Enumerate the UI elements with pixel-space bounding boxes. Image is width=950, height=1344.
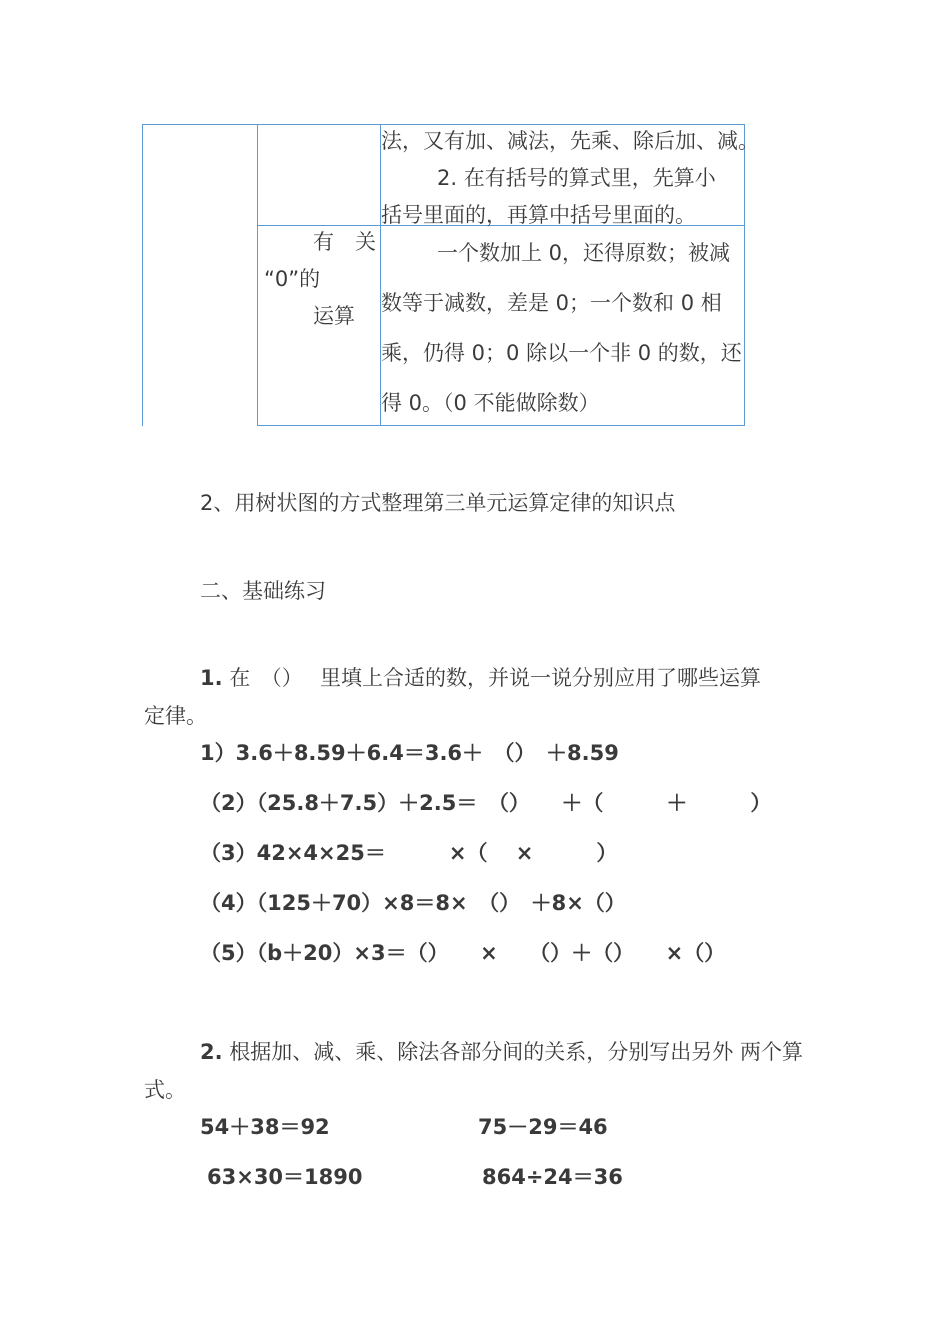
table-row2-line2: 数等于减数，差是 0；一个数和 0 相 [381, 291, 722, 315]
table-row2-label-3: 运算 [313, 304, 355, 328]
table-border-bottom [257, 425, 745, 426]
question-2-text: 根据加、减、乘、除法各部分间的关系，分别写出另外 两个算 [229, 1040, 803, 1064]
table-row1-line2: 2. 在有括号的算式里，先算小 [437, 166, 716, 190]
table-row2-line3: 乘，仍得 0；0 除以一个非 0 的数，还 [381, 341, 742, 365]
table-row2-label-1: 有 关 [313, 230, 376, 254]
section-tree-heading: 2、用树状图的方式整理第三单元运算定律的知识点 [200, 491, 676, 515]
table-row2-line4: 得 0。（0 不能做除数） [381, 391, 600, 415]
question-1-item-2: （2）（25.8＋7.5）＋2.5＝ （） ＋（ ＋ ） [200, 791, 772, 815]
table-border-col2 [380, 124, 381, 426]
table-border-right [744, 124, 745, 426]
equation-1: 54＋38＝92 [200, 1115, 330, 1139]
equation-3: 63×30＝1890 [207, 1165, 363, 1189]
section-basic-heading: 二、基础练习 [200, 579, 326, 603]
question-1-item-1: 1）3.6＋8.59＋6.4＝3.6＋ （） ＋8.59 [200, 741, 619, 765]
question-1-text-cont: 定律。 [144, 704, 207, 728]
equation-2: 75－29＝46 [478, 1115, 608, 1139]
question-2-prompt [200, 1036, 803, 1066]
question-1-item-4: （4）（125＋70）×8＝8× （） ＋8×（） [200, 891, 626, 915]
table-row1-line3: 括号里面的，再算中括号里面的。 [381, 203, 696, 227]
question-1-item-5: （5）（b＋20）×3＝（） × （）＋（） ×（） [200, 941, 726, 965]
question-1-item-3: （3）42×4×25＝ ×（ × ） [200, 841, 618, 865]
table-border-left [142, 124, 143, 426]
question-1-text: 在 （） 里填上合适的数，并说一说分别应用了哪些运算 [229, 666, 761, 690]
question-2-text-cont: 式。 [144, 1078, 186, 1102]
table-border-col1 [257, 124, 258, 426]
equation-4: 864÷24＝36 [482, 1165, 623, 1189]
question-2-number: 2. [200, 1040, 223, 1064]
table-row1-line1: 法，又有加、减法，先乘、除后加、减。 [381, 129, 759, 153]
table-row2-line1: 一个数加上 0，还得原数；被减 [437, 241, 731, 265]
question-1-prompt [200, 662, 761, 692]
table-row2-label-2: “0”的 [264, 267, 321, 291]
question-1-number: 1. [200, 666, 223, 690]
